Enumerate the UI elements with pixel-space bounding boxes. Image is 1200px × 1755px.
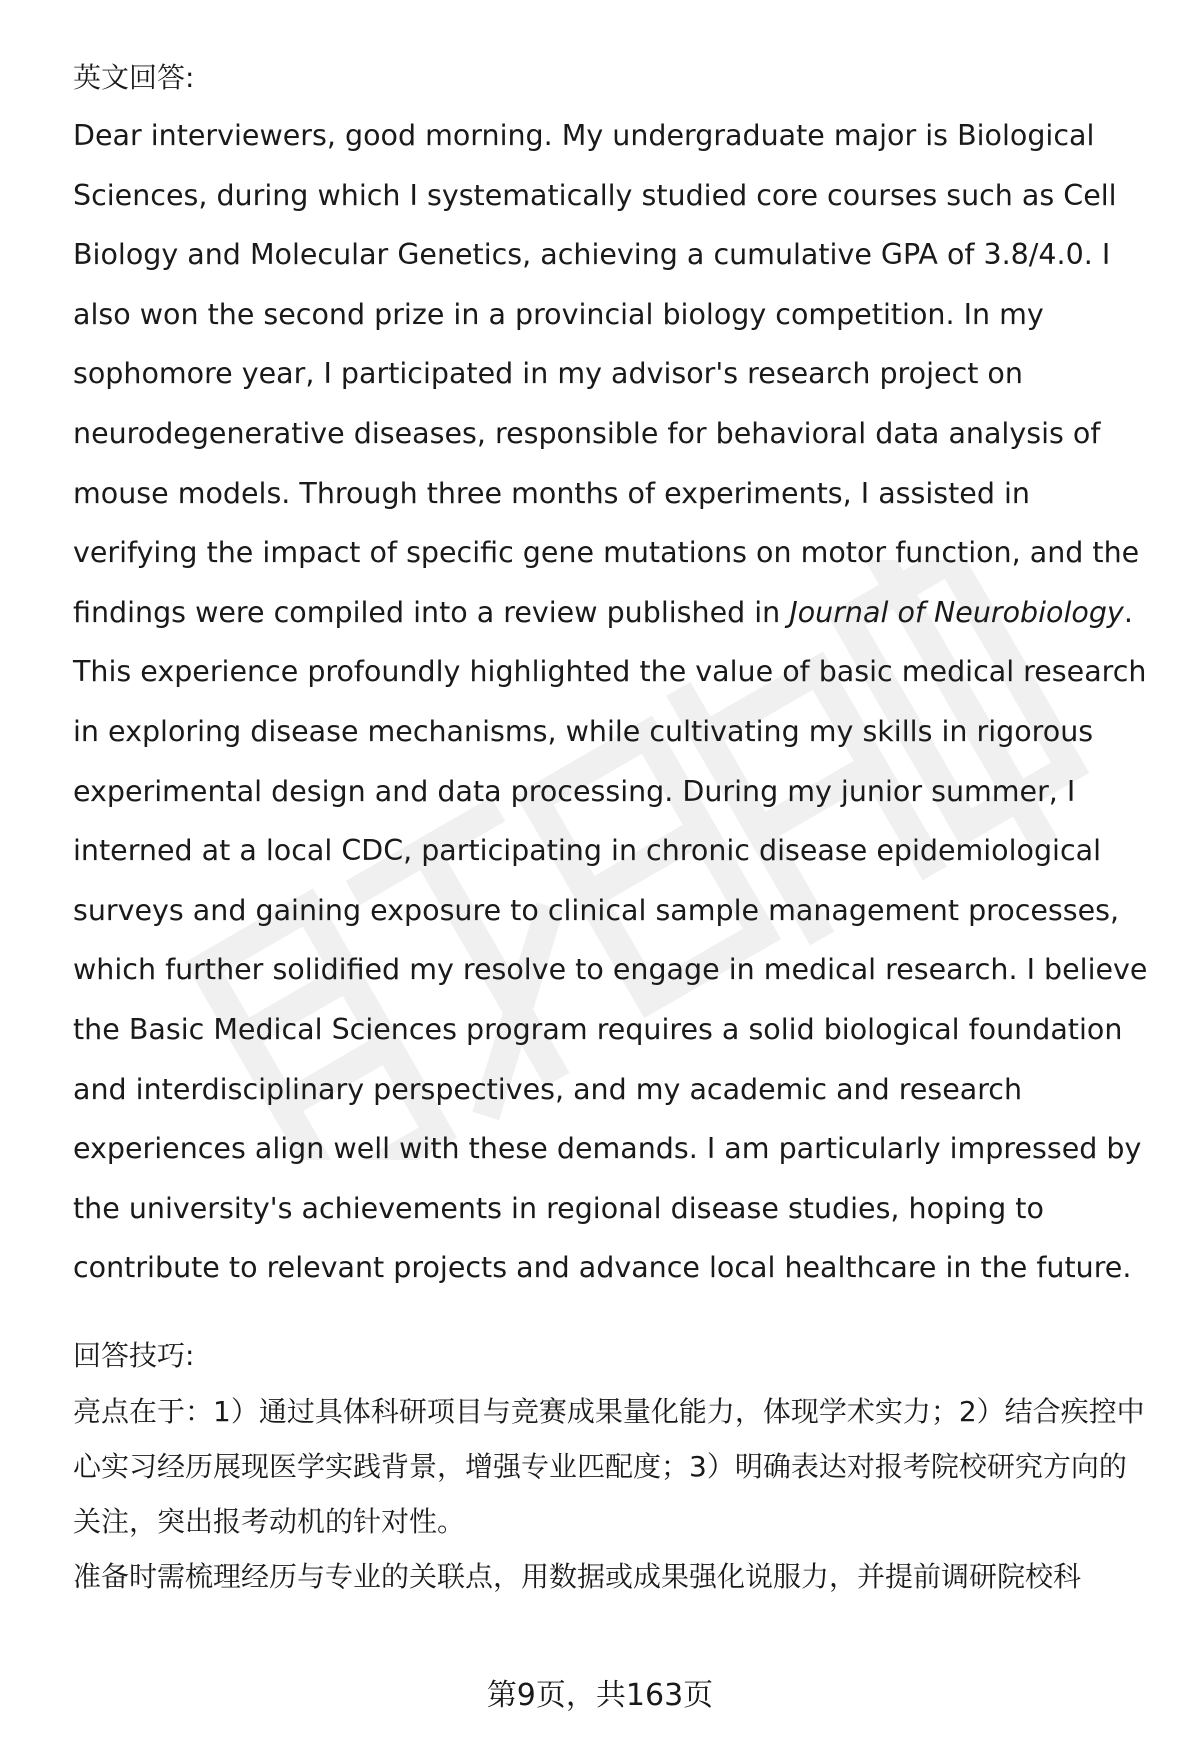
tips-paragraph-preparation: 准备时需梳理经历与专业的关联点，用数据或成果强化说服力，并提前调研院校科 bbox=[73, 1559, 1082, 1593]
answer-tips-heading: 回答技巧: bbox=[73, 1338, 195, 1372]
english-answer-text-part1: Dear interviewers, good morning. My undergraduate major is Biological Sciences, during which I systematically studied core courses such as Cell Biology and Molecular Genetics, achieving a cumulative GPA of 3.8/4.0. I also won the second prize in a provincial biology competition. In my sophomore year, I participated in my advisor's research project on neurodegenerative diseases, responsible for behavioral data analysis of mouse models. Through three months of experiments, I assisted in verifying the impact of specific gene mutations on motor function, and the findings were compiled into a review published in bbox=[73, 119, 1140, 629]
journal-title: Journal of Neurobiology bbox=[789, 595, 1124, 629]
english-answer-heading: 英文回答: bbox=[73, 61, 195, 94]
english-answer-text bbox=[73, 106, 1153, 1298]
page-number-footer: 第9页，共163页 bbox=[486, 1678, 714, 1713]
content-area bbox=[73, 58, 1153, 1604]
tips-paragraph-highlights: 亮点在于：1）通过具体科研项目与竞赛成果量化能力，体现学术实力；2）结合疾控中心实习经历展现医学实践背景，增强专业匹配度；3）明确表达对报考院校研究方向的关注，突出报考动机的针对性。 bbox=[73, 1394, 1145, 1538]
english-answer-text-part2: . This experience profoundly highlighted the value of basic medical research in exploring disease mechanisms, while cultivating my skills in rigorous experimental design and data processing. During my junior summer, I interned at a local CDC, participating in chronic disease epidemiological surveys and gaining exposure to clinical sample management processes, which further solidified my resolve to engage in medical research. I believe the Basic Medical Sciences program requires a solid biological foundation and interdisciplinary perspectives, and my academic and research experiences align well with these demands. I am particularly impressed by the university's achievements in regional disease studies, hoping to contribute to relevant projects and advance local healthcare in the future. bbox=[73, 595, 1148, 1285]
